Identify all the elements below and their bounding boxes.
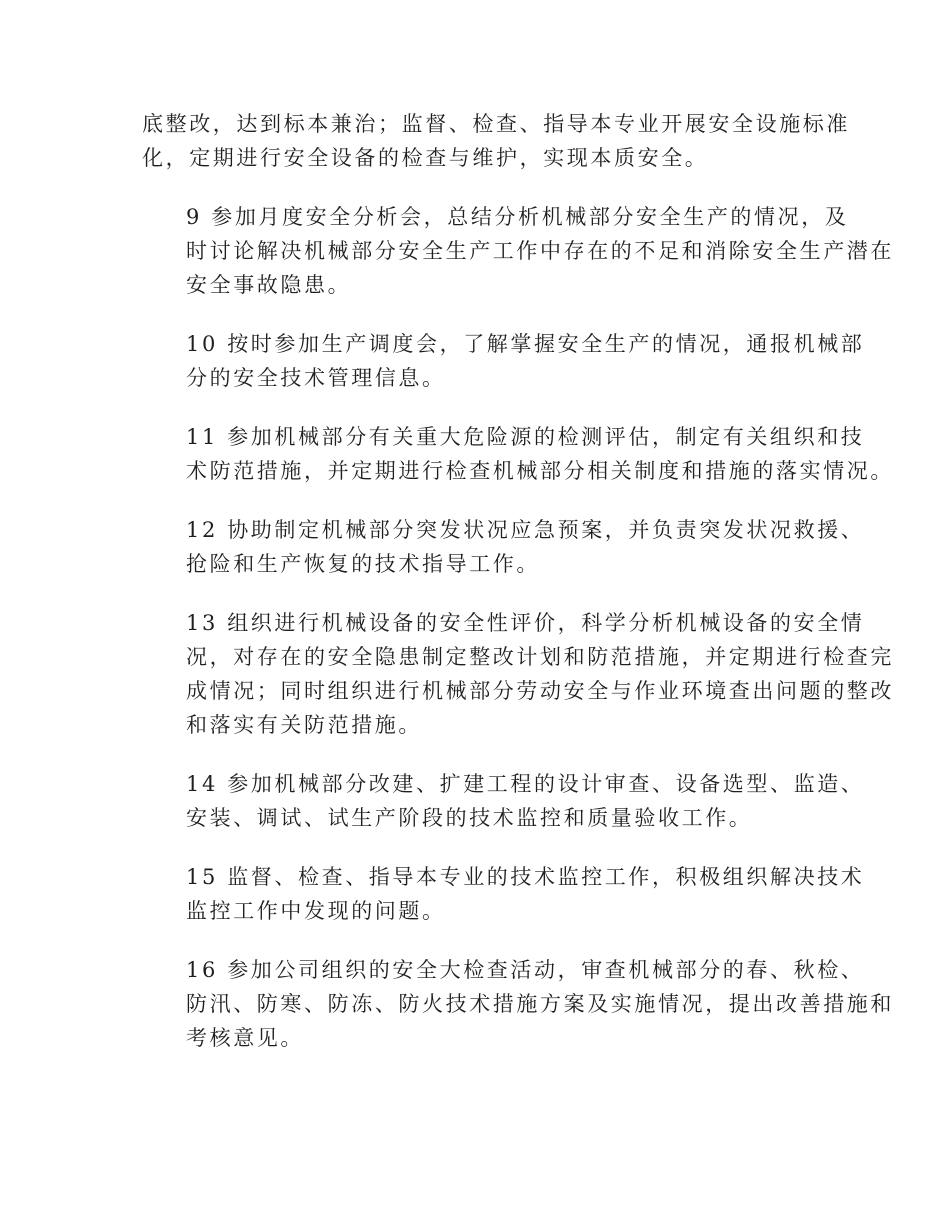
paragraph-item-15 — [142, 860, 865, 928]
text-line: 术防范措施，并定期进行检查机械部分相关制度和措施的落实情况。 — [186, 459, 894, 483]
text-line: 抢险和生产恢复的技术指导工作。 — [186, 552, 540, 576]
text-line: 时讨论解决机械部分安全生产工作中存在的不足和消除安全生产潜在 — [186, 239, 894, 263]
text-line: 防汛、防寒、防冻、防火技术措施方案及实施情况，提出改善措施和 — [186, 992, 894, 1016]
text-line: 15 监督、检查、指导本专业的技术监控工作，积极组织解决技术 — [186, 865, 865, 889]
paragraph-continuation — [142, 107, 850, 175]
text-line: 10 按时参加生产调度会，了解掌握安全生产的情况，通报机械部 — [186, 332, 865, 356]
text-line: 考核意见。 — [186, 1026, 304, 1050]
text-line: 安装、调试、试生产阶段的技术监控和质量验收工作。 — [186, 806, 753, 830]
text-line: 化，定期进行安全设备的检查与维护，实现本质安全。 — [142, 146, 709, 170]
text-line: 况，对存在的安全隐患制定整改计划和防范措施，并定期进行检查完 — [186, 645, 894, 669]
text-line: 安全事故隐患。 — [186, 273, 352, 297]
text-line: 分的安全技术管理信息。 — [186, 366, 446, 390]
paragraph-item-13 — [142, 606, 894, 742]
text-line: 12 协助制定机械部分突发状况应急预案，并负责突发状况救援、 — [186, 518, 865, 542]
paragraph-item-14 — [142, 767, 865, 835]
text-line: 监控工作中发现的问题。 — [186, 899, 446, 923]
text-line: 成情况；同时组织进行机械部分劳动安全与作业环境查出问题的整改 — [186, 679, 894, 703]
paragraph-item-12 — [142, 513, 865, 581]
paragraph-item-11 — [142, 420, 894, 488]
paragraph-item-9 — [142, 200, 894, 302]
paragraph-item-10 — [142, 327, 865, 395]
text-line: 9 参加月度安全分析会，总结分析机械部分安全生产的情况，及 — [186, 205, 849, 229]
text-line: 13 组织进行机械设备的安全性评价，科学分析机械设备的安全情 — [186, 611, 865, 635]
paragraph-item-16 — [142, 953, 894, 1055]
document-body — [142, 107, 894, 1080]
text-line: 底整改，达到标本兼治；监督、检查、指导本专业开展安全设施标准 — [142, 112, 850, 136]
text-line: 16 参加公司组织的安全大检查活动，审查机械部分的春、秋检、 — [186, 958, 865, 982]
text-line: 和落实有关防范措施。 — [186, 713, 422, 737]
text-line: 11 参加机械部分有关重大危险源的检测评估，制定有关组织和技 — [186, 425, 865, 449]
text-line: 14 参加机械部分改建、扩建工程的设计审查、设备选型、监造、 — [186, 772, 865, 796]
